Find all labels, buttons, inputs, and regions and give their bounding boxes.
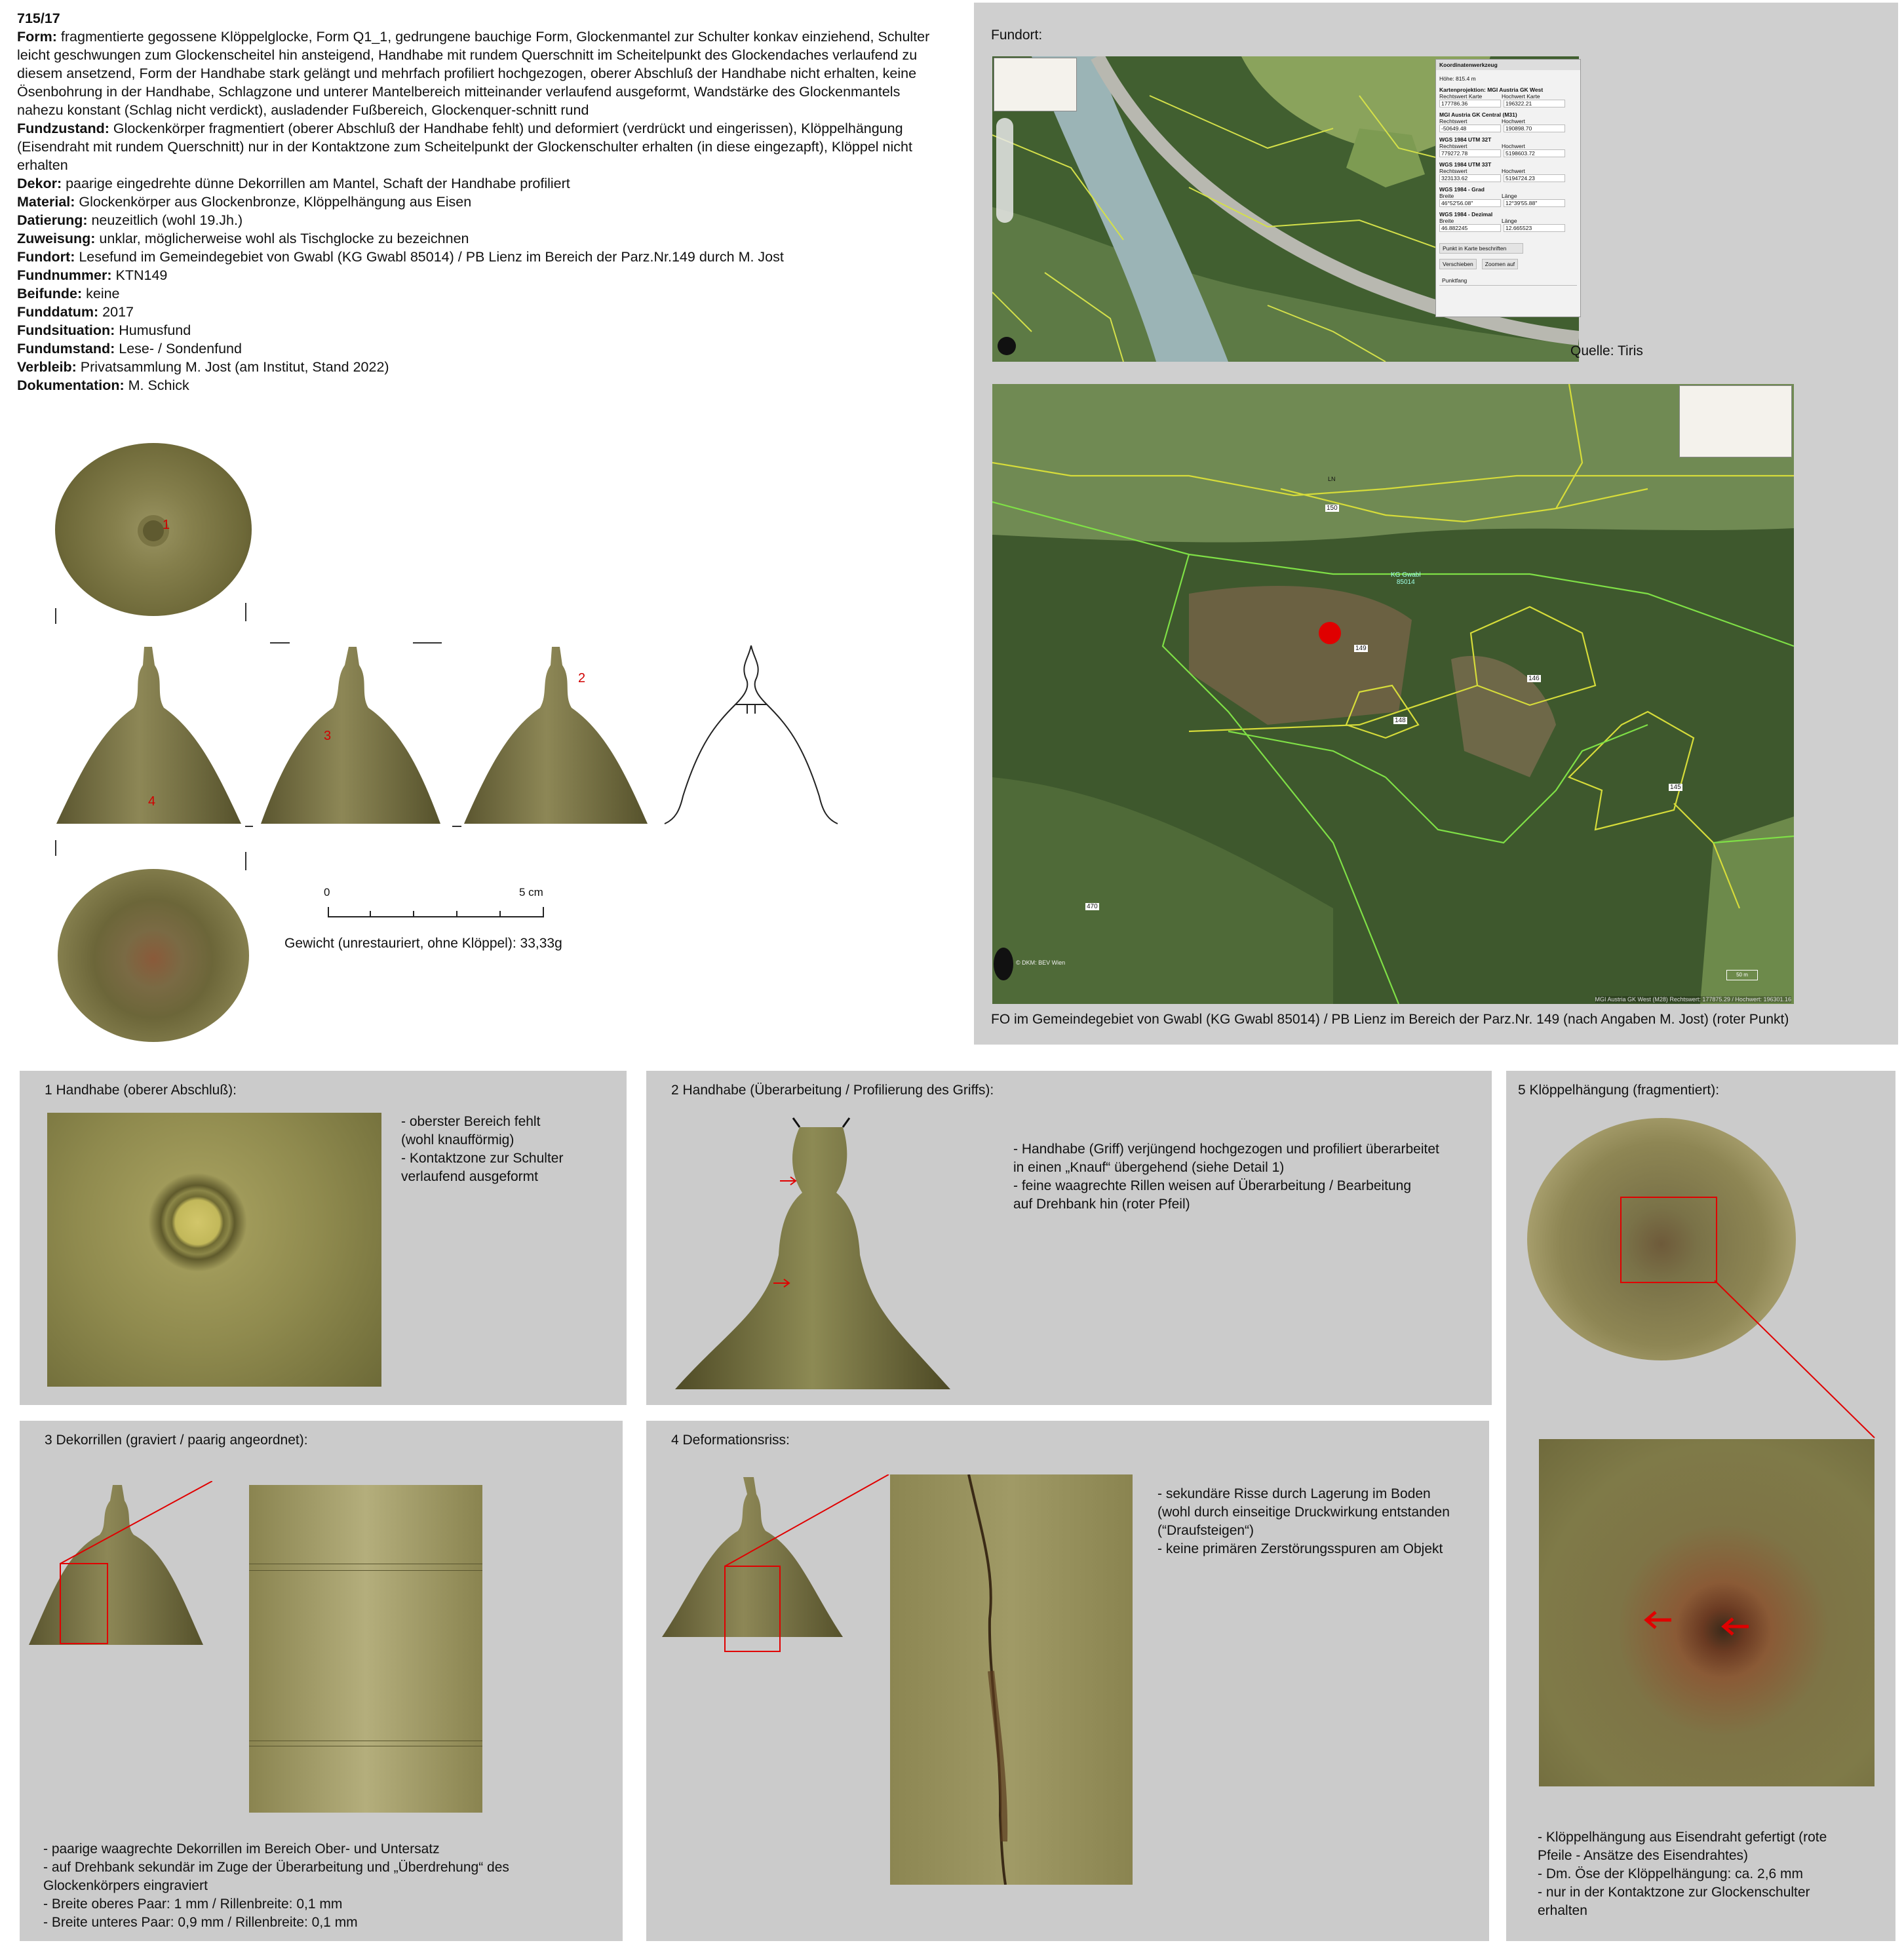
inset-locator-map — [994, 58, 1077, 111]
coordinate-tool-title: Koordinatenwerkzeug — [1436, 60, 1580, 70]
catalog-row — [17, 303, 948, 321]
catalog-row — [17, 321, 948, 339]
catalog-row — [17, 339, 948, 358]
parcel-146: 146 — [1528, 675, 1540, 682]
coordinate-v2[interactable]: 190898.70 — [1504, 125, 1565, 132]
punkt-button[interactable]: Punkt in Karte beschriften — [1439, 243, 1523, 254]
detail-photo-5-closeup — [1539, 1439, 1875, 1786]
catalog-row-text: fragmentierte gegossene Klöppelglocke, Form Q1_1, gedrungene bauchige Form, Glockenmantel zur Schulter konkav einziehend, Schulter leicht geschwungen zum Glockenscheitel hin ansteigend, Handhabe mit rundem Querschnitt im Scheitelpunkt des Glockendaches verlaufend zu diesem ansetzend, Form der Handhabe stark gelängt und mehrfach profiliert hochgezogen, oberer Abschluß der Handhabe nicht erhalten, keine Ösenbohrung in der Handhabe, Schlagzone und unterer Mantelbereich mitteinander verlaufend ausgeformt, Wandstärke des Glockenmantels nahezu konstant (Schlag nicht verdickt), ausladender Fußbereich, Glockenquer-schnitt rund — [17, 29, 930, 118]
detail-photo-2 — [675, 1114, 963, 1392]
catalog-row-label: Fundumstand: — [17, 341, 115, 356]
catalog-row — [17, 119, 948, 174]
red-arrow-icon — [780, 1177, 796, 1185]
catalog-row — [17, 284, 948, 303]
coordinate-c2: Hochwert — [1502, 143, 1525, 149]
coordinate-v2[interactable]: 12°39'55.88'' — [1504, 199, 1565, 207]
bell-profile-drawing — [665, 645, 838, 824]
catalog-row-label: Verbleib: — [17, 359, 77, 375]
catalog-row-text: KTN149 — [111, 267, 168, 283]
coordinate-tool-hoehe: Höhe: 815.4 m — [1439, 75, 1476, 82]
coordinate-c1: Breite — [1439, 193, 1454, 199]
quelle-label: Quelle: Tiris — [1570, 343, 1643, 358]
bell-photos-side-views — [52, 639, 865, 836]
coordinate-c1: Rechtswert — [1439, 168, 1467, 174]
coordinate-v2[interactable]: 196322.21 — [1504, 100, 1565, 107]
catalog-text — [17, 9, 948, 395]
detail-panel-4-title: 4 Deformationsriss: — [671, 1433, 790, 1448]
detail-photo-4-overview — [662, 1474, 924, 1671]
verschieben-button[interactable]: Verschieben — [1439, 259, 1477, 269]
detail-panel-5-title: 5 Klöppelhängung (fragmentiert): — [1518, 1083, 1720, 1098]
detail-photo-3-closeup — [249, 1485, 482, 1813]
catalog-row-label: Funddatum: — [17, 304, 99, 320]
catalog-id: 715/17 — [17, 10, 60, 26]
catalog-row — [17, 28, 948, 119]
red-arrow-icon-3 — [1646, 1612, 1671, 1628]
coordinate-c1: Rechtswert — [1439, 143, 1467, 149]
catalog-row-text: Lese- / Sondenfund — [115, 341, 242, 356]
catalog-row-text: keine — [82, 286, 120, 301]
coordinate-v1[interactable]: 779272.78 — [1439, 149, 1501, 157]
catalog-row — [17, 193, 948, 211]
weight-text: Gewicht (unrestauriert, ohne Klöppel): 33,33g — [284, 936, 562, 951]
coordinate-v1[interactable]: -50649.48 — [1439, 125, 1501, 132]
parcel-150: 150 — [1327, 505, 1338, 512]
catalog-row-label: Fundsituation: — [17, 322, 115, 338]
map-panel — [974, 3, 1898, 1045]
aerial-scale-box — [1726, 970, 1758, 980]
coordinate-v1[interactable]: 177786.36 — [1439, 100, 1501, 107]
coordinate-name: MGI Austria GK Central (M31) — [1439, 111, 1517, 118]
detail-panel-5 — [1506, 1071, 1895, 1941]
coordinate-c1: Rechtswert Karte — [1439, 93, 1483, 100]
catalog-row-text: M. Schick — [124, 377, 189, 393]
parcel-ln: LN — [1328, 476, 1336, 482]
coordinate-tool-window[interactable] — [1435, 59, 1581, 317]
coordinate-section — [1436, 159, 1580, 184]
bell-side-view-2 — [261, 647, 440, 824]
photo-label-2: 2 — [578, 671, 586, 685]
bell-side-view-3 — [464, 647, 648, 824]
kg-number: 85014 — [1396, 579, 1415, 586]
coordinate-c1: Breite — [1439, 218, 1454, 224]
coordinate-section — [1436, 134, 1580, 159]
scale-bar — [328, 907, 544, 917]
detail-panel-2-bullets: - Handhabe (Griff) verjüngend hochgezogen und profiliert überarbeitet in einen „Knauf“ übergehend (siehe Detail 1) - feine waagrechte Rillen weisen auf Überarbeitung / Bearbeitung auf Drehbank hin (roter Pfeil) — [1013, 1142, 1439, 1212]
detail-photo-4-closeup — [890, 1474, 1133, 1885]
detail-panel-4-bullets: - sekundäre Risse durch Lagerung im Boden (wohl durch einseitige Druckwirkung entstanden (“Draufsteigen“) - keine primären Zerstörungsspuren am Objekt — [1157, 1486, 1450, 1556]
coordinate-v1[interactable]: 46°52'56.08'' — [1439, 199, 1501, 207]
aerial-inset-locator — [1679, 385, 1792, 457]
coordinate-section — [1436, 184, 1580, 209]
coordinate-v1[interactable]: 46.882245 — [1439, 224, 1501, 232]
catalog-row — [17, 358, 948, 376]
coordinate-tool-sections — [1436, 85, 1580, 234]
coordinate-v1[interactable]: 323133.62 — [1439, 174, 1501, 182]
aerial-scale-text: 50 m — [1736, 972, 1748, 978]
aerial-copyright: © DKM: BEV Wien — [1016, 959, 1066, 966]
photo-label-1: 1 — [163, 518, 170, 532]
catalog-row-label: Form: — [17, 29, 57, 45]
red-arrow-icon-4 — [1724, 1619, 1749, 1634]
catalog-row — [17, 174, 948, 193]
coordinate-c2: Hochwert Karte — [1502, 93, 1540, 100]
fundort-label: Fundort: — [991, 28, 1043, 43]
catalog-row-text: neuzeitlich (wohl 19.Jh.) — [87, 212, 243, 228]
catalog-row-text: Glockenkörper fragmentiert (oberer Abschluß der Handhabe fehlt) und deformiert (verdrückt und eingerissen), Klöppelhängung (Eisendraht mit rundem Querschnitt) nur in der Kontaktzone zum Scheitelpunkt der Glockenschulter erhalten (in diese eingezapft), Klöppel nicht erhalten — [17, 121, 912, 173]
coordinate-section — [1436, 85, 1580, 109]
aerial-coord-footer: MGI Austria GK West (M28) Rechtswert: 177875.29 / Hochwert: 196301.16 — [1595, 996, 1791, 1003]
zoomen-button[interactable]: Zoomen auf — [1482, 259, 1518, 269]
detail-panel-2-title: 2 Handhabe (Überarbeitung / Profilierung des Griffs): — [671, 1083, 994, 1098]
coordinate-v2[interactable]: 5194724.23 — [1504, 174, 1565, 182]
detail-panel-3 — [20, 1421, 623, 1941]
catalog-row-text: Glockenkörper aus Glockenbronze, Klöppelhängung aus Eisen — [75, 194, 472, 210]
kg-name: KG Gwabl — [1391, 571, 1421, 579]
catalog-row-label: Fundzustand: — [17, 121, 109, 136]
aerial-map — [992, 384, 1794, 1004]
parcel-145: 145 — [1670, 784, 1681, 791]
coordinate-c2: Länge — [1502, 218, 1517, 224]
coordinate-name: WGS 1984 - Grad — [1439, 186, 1485, 193]
detail-panel-1-title: 1 Handhabe (oberer Abschluß): — [45, 1083, 237, 1098]
coordinate-name: WGS 1984 UTM 32T — [1439, 136, 1492, 143]
detail-panel-3-bullets: - paarige waagrechte Dekorrillen im Bereich Ober- und Untersatz - auf Drehbank sekundär im Zuge der Überarbeitung und „Überdrehung“ des Glockenkörpers eingraviert - Breite oberes Paar: 1 mm / Rillenbreite: 0,1 mm - Breite unteres Paar: 0,9 mm / Rillenbreite: 0,1 mm — [43, 1841, 509, 1930]
catalog-row-label: Material: — [17, 194, 75, 210]
catalog-row-label: Datierung: — [17, 212, 88, 228]
kg-label — [1391, 571, 1421, 586]
detail-panel-1 — [20, 1071, 627, 1405]
punktfang-select[interactable]: Punktfang — [1439, 276, 1577, 286]
catalog-row-text: Humusfund — [115, 322, 191, 338]
detail-panel-3-title: 3 Dekorrillen (graviert / paarig angeordnet): — [45, 1433, 308, 1448]
catalog-row — [17, 211, 948, 229]
north-arrow-icon — [998, 337, 1016, 355]
detail-photo-3-overview — [29, 1481, 212, 1651]
coordinate-name: Kartenprojektion: MGI Austria GK West — [1439, 87, 1544, 93]
catalog-row-text: unklar, möglicherweise wohl als Tischglocke zu bezeichnen — [95, 231, 469, 246]
catalog-row-label: Dokumentation: — [17, 377, 125, 393]
catalog-row-label: Fundnummer: — [17, 267, 112, 283]
catalog-row-text: paarige eingedrehte dünne Dekorrillen am Mantel, Schaft der Handhabe profiliert — [62, 176, 570, 191]
detail-panel-5-bullets: - Klöppelhängung aus Eisendraht gefertigt (rote Pfeile - Ansätze des Eisendrahtes) - Dm. Öse der Klöppelhängung: ca. 2,6 mm - nur in der Kontaktzone zur Glockenschulter erhalten — [1538, 1830, 1827, 1918]
coordinate-name: WGS 1984 UTM 33T — [1439, 161, 1492, 168]
coordinate-c2: Länge — [1502, 193, 1517, 199]
catalog-row — [17, 266, 948, 284]
parcel-149: 149 — [1355, 645, 1367, 652]
coordinate-c1: Rechtswert — [1439, 118, 1467, 125]
catalog-row-label: Zuweisung: — [17, 231, 96, 246]
coordinate-name: WGS 1984 - Dezimal — [1439, 211, 1493, 218]
parcel-148: 148 — [1395, 717, 1406, 724]
catalog-row — [17, 248, 948, 266]
detail-panel-2 — [646, 1071, 1492, 1405]
scale-five: 5 cm — [519, 886, 543, 898]
detail-panel-4 — [646, 1421, 1489, 1941]
aerial-north-arrow-icon — [994, 948, 1013, 980]
photo-label-4: 4 — [148, 794, 156, 809]
coordinate-c2: Hochwert — [1502, 168, 1525, 174]
detail-panel-1-bullets: - oberster Bereich fehlt (wohl knaufförmig) - Kontaktzone zur Schulter verlaufend ausgeformt — [401, 1114, 564, 1184]
catalog-row-label: Dekor: — [17, 176, 62, 191]
coordinate-section — [1436, 209, 1580, 234]
parcel-470: 470 — [1087, 903, 1098, 910]
catalog-row-label: Fundort: — [17, 249, 75, 265]
catalog-row — [17, 376, 948, 395]
bell-photo-bottom-view — [58, 869, 249, 1042]
photo-label-3: 3 — [324, 729, 332, 743]
coordinate-section — [1436, 109, 1580, 134]
detail-photo-1 — [47, 1113, 381, 1387]
zoom-control[interactable] — [996, 118, 1013, 223]
bell-photo-top-view — [55, 443, 252, 616]
catalog-row — [17, 229, 948, 248]
catalog-row-text: 2017 — [98, 304, 134, 320]
catalog-row-label: Beifunde: — [17, 286, 83, 301]
catalog-row-text: Lesefund im Gemeindegebiet von Gwabl (KG Gwabl 85014) / PB Lienz im Bereich der Parz.Nr.149 durch M. Jost — [75, 249, 784, 265]
coordinate-v2[interactable]: 12.665523 — [1504, 224, 1565, 232]
coordinate-v2[interactable]: 5198603.72 — [1504, 149, 1565, 157]
scale-zero: 0 — [324, 886, 330, 898]
catalog-rows — [17, 28, 948, 395]
coordinate-c2: Hochwert — [1502, 118, 1525, 125]
map-caption: FO im Gemeindegebiet von Gwabl (KG Gwabl 85014) / PB Lienz im Bereich der Parz.Nr. 149 (nach Angaben M. Jost) (roter Punkt) — [991, 1012, 1789, 1027]
catalog-row-text: Privatsammlung M. Jost (am Institut, Stand 2022) — [76, 359, 389, 375]
find-location-red-dot — [1319, 622, 1341, 644]
